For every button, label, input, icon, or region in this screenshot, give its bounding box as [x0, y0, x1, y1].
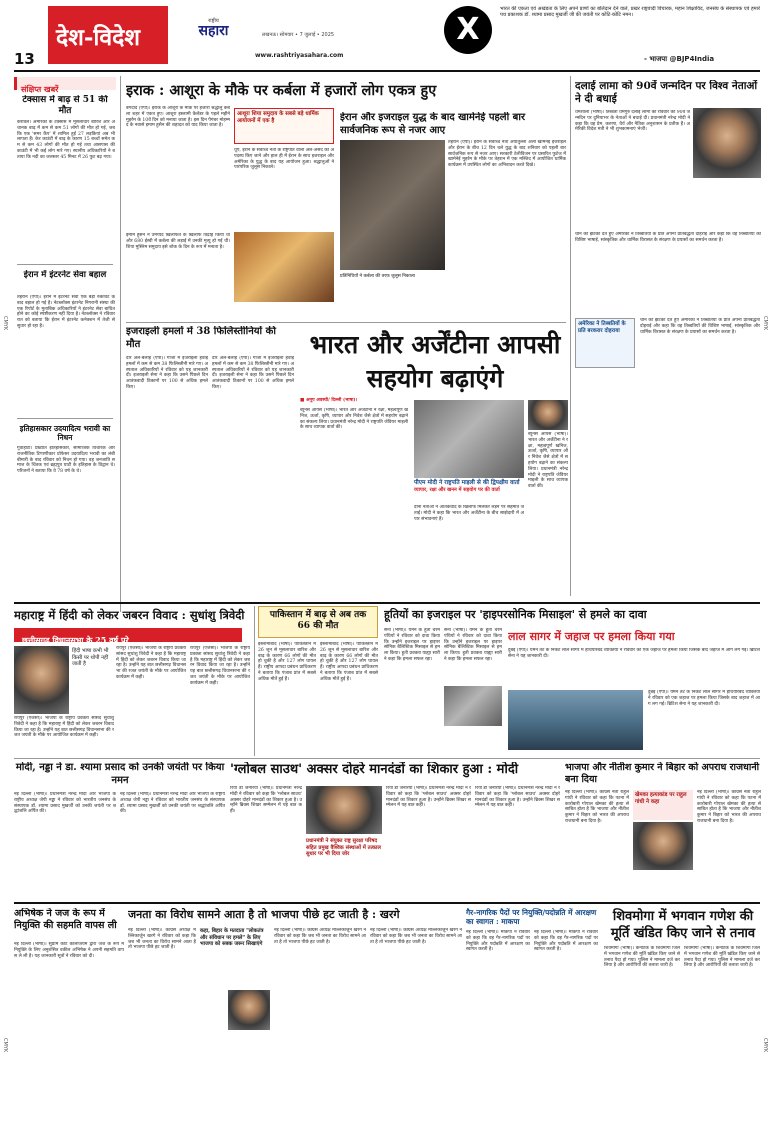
masthead-rule — [14, 70, 760, 72]
bihar-body: नई दिल्ली (भाषा)। कांग्रेस नेता राहुल गांधी ने रविवार को कहा कि पटना में कारोबारी गोपाल खेमका की हत्या से साबित होता है कि भाजपा और नीतीश कुमार ने बिहार को भारत की अपराध राजधानी बना दिया है। — [697, 790, 761, 824]
pakistan-body: इस्लामाबाद (भाषा)। पाकिस्तान में 26 जून से मूसलाधार बारिश और बाढ़ के कारण 66 लोगों की मौत हो चुकी है और 127 लोग घायल हैं। राष्ट्रीय आपदा प्रबंधन प्राधिकरण ने बताया कि पंजाब प्रांत में सबसे अधिक मौतें हुई हैं। — [258, 642, 316, 682]
india-argentina-headline: भारत और अर्जेंटीना आपसी सहयोग बढ़ाएंगे — [309, 330, 561, 393]
india-argentina-meeting-photo — [414, 400, 524, 478]
sudhanshu-photo — [14, 646, 69, 714]
global-south-body: रियो डी जेनेरियो (भाषा)। प्रधानमंत्री नरेन्द्र मोदी ने रविवार को कहा कि 'ग्लोबल साउथ' अक्सर दोहरे मानदंडों का शिकार हुआ है। उन्होंने ब्रिक्स शिखर सम्मेलन में यह बात कही। — [230, 786, 302, 815]
voter-body: नई दिल्ली (भाषा)। माकपा ने रविवार को कहा कि वह गैर-नागरिक पदों पर नियुक्ति और पदोन्नति में आरक्षण का स्वागत करती है। — [466, 930, 530, 953]
section-rule — [14, 902, 760, 904]
india-argentina-body: ब्यूनस आयर्स (भाषा)। भारत और अर्जेंटीना ने रक्षा, महत्वपूर्ण खनिज, ऊर्जा, कृषि, व्यापार और निवेश जैसे क्षेत्रों में सहयोग बढ़ाने का संकल्प लिया। प्रधानमंत्री नरेन्द्र मोदी ने राष्ट्रपति जेवियर माइली के साथ व्यापक वार्ता की। — [300, 408, 408, 431]
pakistan-box — [258, 606, 378, 638]
india-argentina-byline: ■ अनूप अवस्थी/ दिल्ली (भाषा)। — [300, 398, 358, 403]
dalai-lama-body: चीन को झटका देते हुए अमेरिका ने तिब्बतियों के प्रति अपनी प्रतिबद्धता दोहराई और कहा कि वह तिब्बतियों की विशिष्ट भाषाई, सांस्कृतिक और धार्मिक विरासत के संरक्षण के प्रयासों का समर्थन करता है। — [640, 318, 760, 335]
red-sea-body: दुबई (एपी)। यमन तट के निकट लाल सागर में हथियारबंद व्यक्तियों ने रविवार को एक जहाज पर हमला किया जिसके बाद जहाज में आग लग गई। ब्रिटिश सेना ने यह जानकारी दी। — [648, 690, 760, 707]
sudhanshu-headline: महाराष्ट्र में हिंदी को लेकर जबरन विवाद : सुधांशु त्रिवेदी — [14, 608, 245, 622]
brief-news-label — [14, 77, 116, 94]
website[interactable]: www.rashtriyasahara.com — [255, 52, 344, 59]
brief-news-heading: संक्षिप्त खबरें — [21, 84, 59, 94]
us-tibet-box-text: अमेरिका ने तिब्बतियों के प्रति बरकरार दोहराया — [578, 321, 626, 334]
dalai-lama-headline: दलाई लामा को 90वें जन्मदिन पर विश्व नेताओं ने दी बधाई — [575, 80, 758, 105]
brand-logo — [186, 18, 241, 44]
brand-name: सहारा — [198, 23, 229, 39]
karbala-body: धूप, ईरान के सर्वोच्च नेता के राष्ट्रपति वाला अल-असद को अपदस्थ किए जाने और हाल ही में ईरान के साथ इजराइल और अमेरिका के युद्ध के बाद यह आयोजन हुआ। श्रद्धालुओं ने पारंपरिक जुलूस निकाले। — [234, 148, 334, 171]
karbala-quote-text: आशूरा शिया समुदाय के सबसे बड़े धार्मिक आयोजनों में एक है — [237, 111, 319, 124]
houthi-body: सना (भाषा)। यमन के हूती चरमपंथियों ने रविवार को दावा किया कि उन्होंने इजराइल पर हाइपरसोनिक बैलिस्टिक मिसाइल से हमला किया। हूती प्रवक्ता याह्या सारी ने कहा कि हमला सफल रहा। — [384, 628, 440, 662]
voter-headline: गैर-नागरिक पैदों पर नियुक्ति/पदोन्नति में आरक्षण का स्वागत : माकपा — [466, 908, 597, 926]
karbala-headline: इराक : आशूरा के मौके पर कर्बला में हजारों लोग एकत्र हुए — [126, 82, 437, 99]
india-argentina-caption-sub: व्यापार, रक्षा और खनन में सहयोग पर की वार्ता — [414, 487, 500, 493]
date-line: लखनऊ। सोमवार • 7 जुलाई • 2025 — [262, 32, 335, 38]
divider — [17, 264, 113, 265]
page-number: 13 — [14, 50, 35, 68]
pakistan-body: इस्लामाबाद (भाषा)। पाकिस्तान में 26 जून से मूसलाधार बारिश और बाढ़ के कारण 66 लोगों की मौत हो चुकी है और 127 लोग घायल हैं। राष्ट्रीय आपदा प्रबंधन प्राधिकरण ने बताया कि पंजाब प्रांत में सबसे अधिक मौतें हुई हैं। — [320, 642, 378, 682]
global-south-body: रियो डी जेनेरियो (भाषा)। प्रधानमंत्री नरेन्द्र मोदी ने रविवार को कहा कि 'ग्लोबल साउथ' अक्सर दोहरे मानदंडों का शिकार हुआ है। उन्होंने ब्रिक्स शिखर सम्मेलन में यह बात कही। — [386, 786, 471, 809]
kharge-body: नई दिल्ली (भाषा)। कांग्रेस अध्यक्ष मल्लिकार्जुन खरगे ने रविवार को कहा कि जब भी जनता का विरोध सामने आता है तो भाजपा पीछे हट जाती है। — [274, 928, 366, 945]
cmyk-mark-left: CMYK — [2, 1038, 8, 1053]
global-south-body: रियो डी जेनेरियो (भाषा)। प्रधानमंत्री नरेन्द्र मोदी ने रविवार को कहा कि 'ग्लोबल साउथ' अक्सर दोहरे मानदंडों का शिकार हुआ है। उन्होंने ब्रिक्स शिखर सम्मेलन में यह बात कही। — [475, 786, 560, 809]
rahul-gandhi-photo — [633, 822, 693, 870]
dalai-lama-body: चीन को झटका देते हुए अमेरिका ने तिब्बतियों के प्रति अपनी प्रतिबद्धता दोहराई और कहा कि वह तिब्बतियों की विशिष्ट भाषाई, सांस्कृतिक और धार्मिक विरासत के संरक्षण के प्रयासों का समर्थन करता है। — [575, 232, 761, 243]
india-argentina-body: दोनों नेताओं ने आतंकवाद के खिलाफ मिलकर लड़ने पर सहमति जताई। मोदी ने कहा कि भारत और अर्जेंटीना के बीच साझेदारी में अपार संभावनाएं हैं। — [414, 505, 524, 522]
divider — [17, 418, 113, 419]
karbala-crowd-photo — [234, 232, 334, 302]
houthi-body: सना (भाषा)। यमन के हूती चरमपंथियों ने रविवार को दावा किया कि उन्होंने इजराइल पर हाइपरसोनिक बैलिस्टिक मिसाइल से हमला किया। हूती प्रवक्ता याह्या सारी ने कहा कि हमला सफल रहा। — [444, 628, 502, 662]
abhishek-body: नई दिल्ली (भाषा)। सुप्रीम कोर्ट कॉलेजियम द्वारा जज के रूप में नियुक्ति के लिए अनुशंसित वकील अभिषेक ने अपनी सहमति वापस ले ली है। यह जानकारी सूत्रों ने रविवार को दी। — [14, 942, 124, 959]
karbala-body: बगदाद (एपी)। इराक के आशूरा के मौके पर हजारों श्रद्धालु कर्बला शहर में एकत्र हुए। आशूरा इस्लामी कैलेंडर के पहले महीने मुहर्रम के 10वें दिन को मनाया जाता है। इस दिन पैगंबर मोहम्मद के नवासे इमाम हुसैन की शहादत को याद किया जाता है। — [126, 106, 230, 129]
ganesh-body: शिवमोगा (भाषा)। कर्नाटक के शिवमोगा जिले में भगवान गणेश की मूर्ति खंडित किए जाने से तनाव पैदा हो गया। पुलिस ने मामला दर्ज कर लिया है और आरोपियों की तलाश जारी है। — [604, 946, 680, 969]
kharge-quote — [200, 928, 270, 988]
tribute-body: नई दिल्ली (भाषा)। प्रधानमंत्री नरेन्द्र मोदी और भाजपा के राष्ट्रीय अध्यक्ष जेपी नड्डा ने रविवार को भारतीय जनसंघ के संस्थापक डॉ. श्यामा प्रसाद मुखर्जी को उनकी जयंती पर श्रद्धांजलि अर्पित की। — [120, 792, 225, 815]
divider — [14, 758, 760, 759]
kharge-photo — [228, 990, 270, 1030]
houthi-photo — [444, 686, 502, 726]
karbala-body: इमाम हुसैन ने उमय्यद खिलाफत के खिलाफ विद्रोह किया था और 680 ईस्वी में कर्बला की लड़ाई में उनकी मृत्यु हो गई थी। शिया मुस्लिम समुदाय इसे शोक के दिन के रूप में मनाता है। — [126, 233, 230, 250]
sudhanshu-quote — [72, 648, 112, 708]
pakistan-headline: पाकिस्तान में बाढ़ से अब तक 66 की मौत — [269, 610, 367, 631]
red-sea-headline: लाल सागर में जहाज पर हमला किया गया — [508, 630, 675, 643]
sudhanshu-body: रायपुर (एजेंसी)। भाजपा के राष्ट्रीय प्रवक्ता सांसद सुधांशु त्रिवेदी ने कहा है कि महाराष्ट्र में हिंदी को लेकर जबरन विवाद किया जा रहा है। उन्होंने यह बात छत्तीसगढ़ विधानसभा की रजत जयंती के मौके पर आयोजित कार्यक्रम में कही। — [116, 646, 186, 680]
brief-item-body: तेहरान (एपी)। ईरान में इंटरनेट सेवा एक बड़ी रुकावट के बाद बहाल हो गई है। नेटब्लॉक्स इंटरनेट निगरानी संस्था की एक रिपोर्ट के मुताबिक अधिकारियों ने इंटरनेट सेवा बाधित होने का कोई स्पष्टीकरण नहीं दिया है। नेटब्लॉक्स ने रविवार रात को बताया कि ईरान में इंटरनेट कनेक्शन में तेजी से सुधार हो रहा है। — [17, 295, 115, 329]
sudhanshu-quote-text: हिंदी भाषा कभी भी किसी पर थोपी नहीं जाती है — [72, 648, 109, 668]
column-divider — [120, 76, 121, 612]
cmyk-mark-right: CMYK — [762, 316, 768, 331]
ganesh-headline: शिवमोगा में भगवान गणेश की मूर्ति खंडित किए जाने से तनाव — [610, 909, 756, 941]
dalai-lama-photo — [693, 108, 761, 178]
red-sea-body: दुबई (एपी)। यमन तट के निकट लाल सागर में हथियारबंद व्यक्तियों ने रविवार को एक जहाज पर हमला किया जिसके बाद जहाज में आग लग गई। ब्रिटिश सेना ने यह जानकारी दी। — [508, 648, 760, 659]
palestine-body: दीर अल-बलाह (एपी)। गाजा में इजराइली हवाई हमलों में कम से कम 38 फिलिस्तीनी मारे गए। अस्पताल अधिकारियों ने रविवार को यह जानकारी दी। इजराइली सेना ने कहा कि उसने पिछले दिन आतंकवादी ठिकानों पर 100 से अधिक हमले किए। — [212, 356, 294, 390]
kharge-quote-text: कहा, बिहार के मतदाता "लोकतंत्र और संविधान पर हमले" के लिए भाजपा को सबक जरूर सिखाएंगे — [200, 928, 264, 948]
khamenei-photo — [340, 140, 445, 270]
khamenei-caption: प्रतिनिधियों ने कर्बला की तरफ़ जुलूस निकाला — [340, 274, 415, 279]
divider — [126, 322, 566, 323]
kharge-headline: जनता का विरोध सामने आता है तो भाजपा पीछे हट जाती है : खरगे — [128, 908, 400, 921]
chhattisgarh-banner — [14, 628, 242, 645]
abhishek-headline: अभिषेक ने जज के रूप में नियुक्ति की सहमति वापस ली — [14, 908, 117, 931]
global-south-headline: 'ग्लोबल साउथ' अक्सर दोहरे मानदंडों का शिकार हुआ : मोदी — [230, 762, 519, 777]
cmyk-mark-left: CMYK — [2, 316, 8, 331]
khamenei-headline: ईरान और इजराइल युद्ध के बाद खामेनेई पहली बार सार्वजनिक रूप से नजर आए — [340, 112, 526, 136]
us-tibet-box — [575, 318, 635, 368]
column-divider — [570, 76, 571, 596]
chhattisgarh-banner-text: छत्तीसगढ़ विधानसभा के 25 वर्ष पूरे — [22, 635, 129, 645]
section-title: देश-विदेश — [56, 24, 140, 51]
kharge-body: नई दिल्ली (भाषा)। कांग्रेस अध्यक्ष मल्लिकार्जुन खरगे ने रविवार को कहा कि जब भी जनता का विरोध सामने आता है तो भाजपा पीछे हट जाती है। — [128, 928, 196, 951]
brief-item-body: गुवाहाटी। प्रख्यात इतिहासकार, सामाजिक विचारक और राजनीतिक टिप्पणीकार प्रोफेसर उदयादित्य भरावी का लंबी बीमारी के बाद रविवार को निधन हो गया। वह जनजाति समाज के चिंतक एवं ब्रह्मपुत्र घाटी के इतिहास के विद्वान थे। परिजनों ने बताया कि वे 78 वर्ष के थे। — [17, 446, 115, 475]
tribute-body: नई दिल्ली (भाषा)। प्रधानमंत्री नरेन्द्र मोदी और भाजपा के राष्ट्रीय अध्यक्ष जेपी नड्डा ने रविवार को भारतीय जनसंघ के संस्थापक डॉ. श्यामा प्रसाद मुखर्जी को उनकी जयंती पर श्रद्धांजलि अर्पित की। — [14, 792, 116, 815]
tribute-ad-handle[interactable]: - भाजपा @BJP4India — [644, 55, 715, 63]
brief-item-title: इतिहासकार उदयादित्य भरावी का निधन — [19, 424, 111, 442]
bihar-headline: भाजपा और नीतीश कुमार ने बिहार को अपराध राजधानी बना दिया — [565, 762, 760, 785]
bihar-quote-text: खेमका हत्याकांड पर राहुल गांधी ने कहा — [635, 792, 687, 805]
bihar-quote — [633, 790, 693, 820]
sudhanshu-body: रायपुर (एजेंसी)। भाजपा के राष्ट्रीय प्रवक्ता सांसद सुधांशु त्रिवेदी ने कहा है कि महाराष्ट्र में हिंदी को लेकर जबरन विवाद किया जा रहा है। उन्होंने यह बात छत्तीसगढ़ विधानसभा की रजत जयंती के मौके पर आयोजित कार्यक्रम में कही। — [14, 716, 114, 739]
global-south-quote-text: प्रधानमंत्री ने संयुक्त राष्ट्र सुरक्षा परिषद सहित प्रमुख वैश्विक संस्थाओं में तत्काल सुधार पर भी दिया जोर — [306, 838, 381, 858]
brand-small: राष्ट्रीय — [208, 18, 219, 24]
sudhanshu-body: रायपुर (एजेंसी)। भाजपा के राष्ट्रीय प्रवक्ता सांसद सुधांशु त्रिवेदी ने कहा है कि महाराष्ट्र में हिंदी को लेकर जबरन विवाद किया जा रहा है। उन्होंने यह बात छत्तीसगढ़ विधानसभा की रजत जयंती के मौके पर आयोजित कार्यक्रम में कही। — [190, 646, 250, 686]
palestine-headline: इजराइली हमलों में 38 फिलिस्तीनियों की मौत — [126, 326, 276, 350]
tribute-ad-text: भारत की एकता एवं अखंडता के लिए अपने प्राणों का बलिदान देने वाले, प्रखर राष्ट्रवादी विचारक, महान शिक्षाविद, जनसंघ के संस्थापक एवं हमारे पथ प्रकाशक डॉ. श्यामा प्रसाद मुखर्जी जी की जयंती पर कोटि-कोटि नमन। — [500, 6, 760, 19]
ship-photo — [508, 690, 643, 750]
kharge-body: नई दिल्ली (भाषा)। कांग्रेस अध्यक्ष मल्लिकार्जुन खरगे ने रविवार को कहा कि जब भी जनता का विरोध सामने आता है तो भाजपा पीछे हट जाती है। — [370, 928, 462, 945]
brief-item-title: ईरान में इंटरनेट सेवा बहाल — [23, 270, 107, 280]
global-south-quote — [306, 838, 382, 894]
modi-photo — [528, 400, 568, 430]
ganesh-body: शिवमोगा (भाषा)। कर्नाटक के शिवमोगा जिले में भगवान गणेश की मूर्ति खंडित किए जाने से तनाव पैदा हो गया। पुलिस ने मामला दर्ज कर लिया है और आरोपियों की तलाश जारी है। — [684, 946, 760, 969]
x-logo-icon: X — [444, 6, 492, 54]
karbala-quote — [234, 108, 334, 144]
houthi-headline: हूतियों का इजराइल पर 'हाइपरसोनिक मिसाइल' से हमले का दावा — [384, 608, 647, 621]
section-banner — [48, 6, 168, 64]
section-rule — [14, 602, 760, 604]
india-argentina-caption-title: पीएम मोदी ने राष्ट्रपति माइली से की द्विपक्षीय वार्ता — [414, 480, 520, 486]
voter-body: नई दिल्ली (भाषा)। माकपा ने रविवार को कहा कि वह गैर-नागरिक पदों पर नियुक्ति और पदोन्नति में आरक्षण का स्वागत करती है। — [534, 930, 598, 953]
india-argentina-body: ब्यूनस आयर्स (भाषा)। भारत और अर्जेंटीना ने रक्षा, महत्वपूर्ण खनिज, ऊर्जा, कृषि, व्यापार और निवेश जैसे क्षेत्रों में सहयोग बढ़ाने का संकल्प लिया। प्रधानमंत्री नरेन्द्र मोदी ने राष्ट्रपति जेवियर माइली के साथ व्यापक वार्ता की। — [528, 432, 568, 490]
bihar-body: नई दिल्ली (भाषा)। कांग्रेस नेता राहुल गांधी ने रविवार को कहा कि पटना में कारोबारी गोपाल खेमका की हत्या से साबित होता है कि भाजपा और नीतीश कुमार ने बिहार को भारत की अपराध राजधानी बना दिया है। — [565, 790, 629, 824]
palestine-body: दीर अल-बलाह (एपी)। गाजा में इजराइली हवाई हमलों में कम से कम 38 फिलिस्तीनी मारे गए। अस्पताल अधिकारियों ने रविवार को यह जानकारी दी। इजराइली सेना ने कहा कि उसने पिछले दिन आतंकवादी ठिकानों पर 100 से अधिक हमले किए। — [126, 356, 208, 390]
brief-item-body: केरविल। अमेरिका के टेक्सास में मूसलाधार बारिश और अचानक बाढ़ में कम से कम 51 लोगों की मौत हो गई, जबकि एक 'समर कैंप' में शामिल हुईं 27 लड़कियां अब भी लापता हैं। केर काउंटी में बाढ़ के कारण 15 बच्चों समेत कम से कम 43 लोगों की मौत हो गई तथा आसपास की काउंटी में भी कई लोग मारे गए। स्थानीय अधिकारियों ने बताया कि नदी का जलस्तर 45 मिनट में 26 फुट बढ़ गया। — [17, 120, 115, 160]
khamenei-body: तेहरान (एपी)। ईरान के सर्वोच्च नेता अयातुल्ला अली खामेनेई इजराइल और ईरान के बीच 12 दिन चले युद्ध के बाद शनिवार को पहली बार सार्वजनिक रूप से नजर आए। सरकारी टेलीविजन पर प्रसारित फुटेज में खामेनेई मुहर्रम के मौके पर तेहरान में एक मस्जिद में आयोजित धार्मिक कार्यक्रम में उपस्थित लोगों का अभिवादन करते दिखे। — [448, 140, 566, 169]
modi-brics-photo — [306, 786, 382, 834]
cmyk-mark-right: CMYK — [762, 1038, 768, 1053]
dalai-lama-body: धर्मशाला (भाषा)। तिब्बती धर्मगुरु दलाई लामा को रविवार को 90वें जन्मदिन पर दुनियाभर के नेताओं ने बधाई दी। प्रधानमंत्री नरेन्द्र मोदी ने कहा कि वह प्रेम, करुणा, धैर्य और नैतिक अनुशासन के प्रतीक हैं। अमेरिकी विदेश मंत्री ने भी शुभकामनाएं भेजीं। — [575, 110, 690, 133]
brief-item-title: टेक्सास में बाढ़ से 51 की मौत — [22, 95, 108, 116]
india-argentina-caption — [414, 480, 524, 493]
column-divider — [254, 606, 255, 756]
tribute-headline: मोदी, नड्डा ने डा. श्यामा प्रसाद को उनकी जयंती पर किया नमन — [15, 762, 225, 786]
